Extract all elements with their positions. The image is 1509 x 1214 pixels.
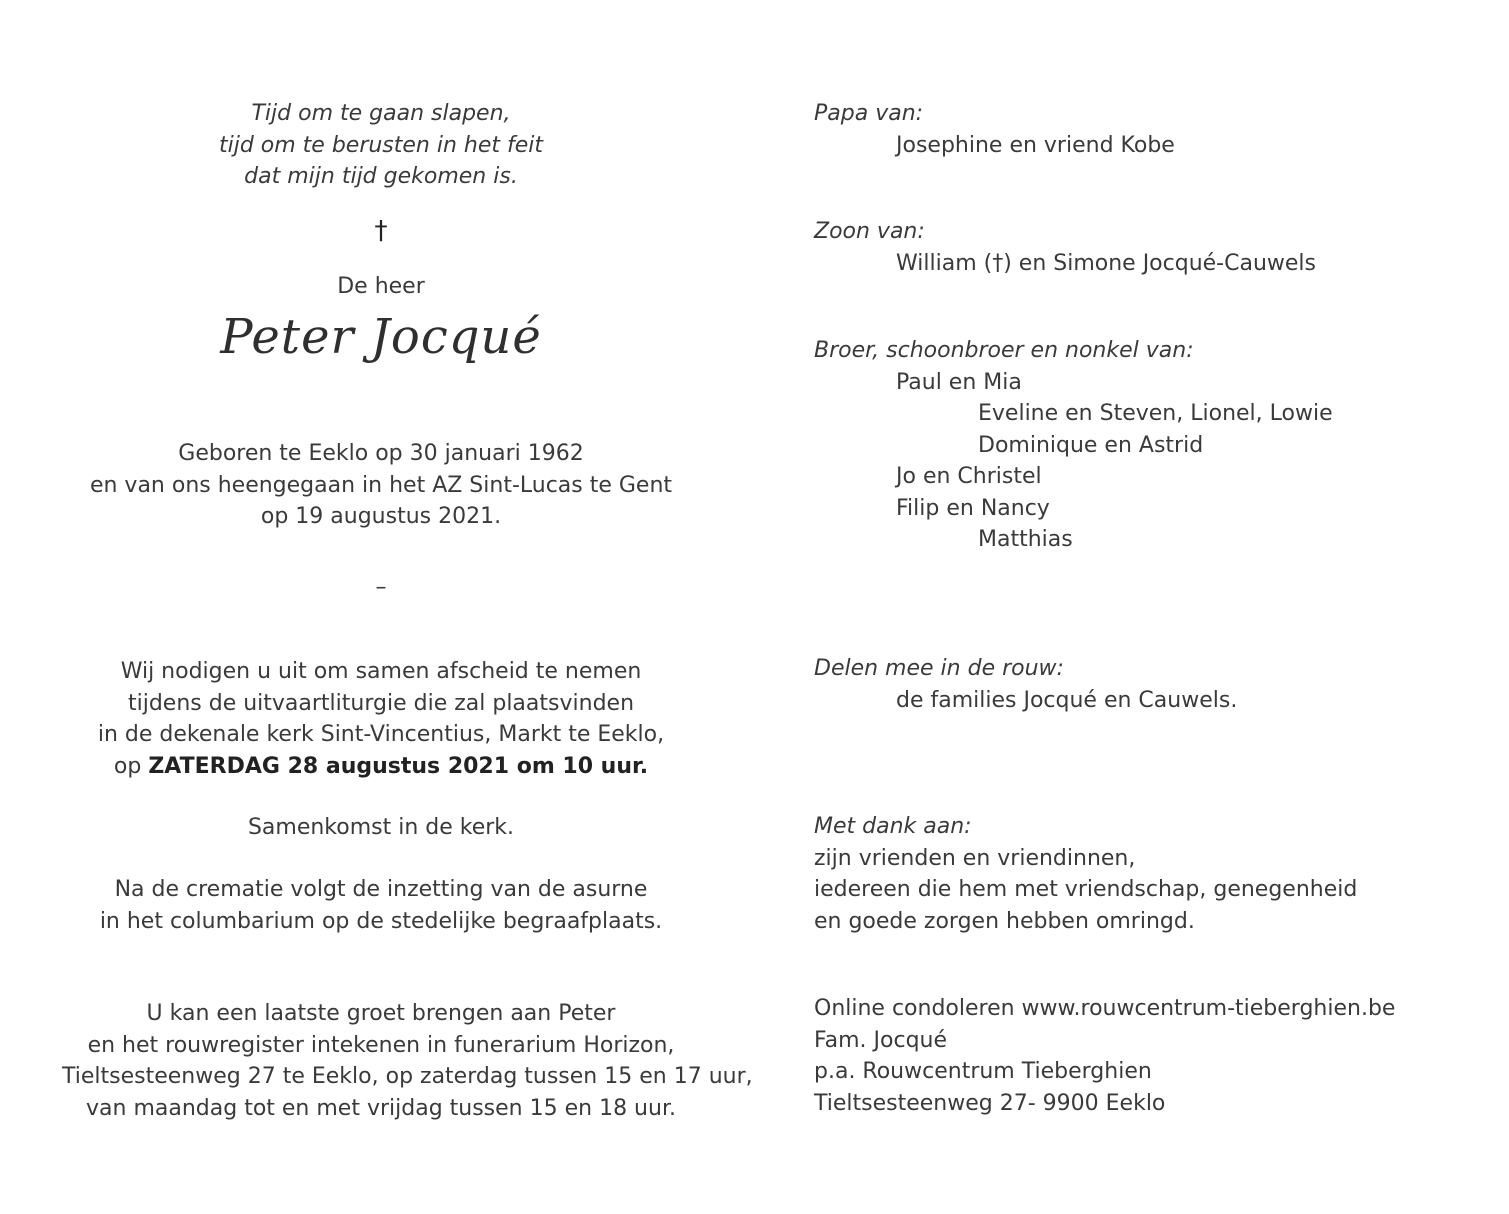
- visitation-line: en het rouwregister intekenen in funerarium Horizon,: [87, 1032, 675, 1058]
- visitation-line: van maandag tot en met vrijdag tussen 15 en 18 uur.: [86, 1095, 676, 1121]
- gathering-note: Samenkomst in de kerk.: [247, 815, 515, 840]
- invitation-line: tijdens de uitvaartliturgie die zal plaatsvinden: [127, 690, 635, 716]
- poem: [62, 98, 700, 193]
- visitation-info: [62, 998, 753, 1124]
- cross-icon: †: [374, 216, 388, 246]
- family-line: Matthias: [978, 527, 1073, 552]
- papa-section: [814, 98, 1454, 161]
- salutation: De heer: [337, 274, 425, 299]
- deceased-name: Peter Jocqué: [220, 309, 542, 365]
- poem-line: dat mijn tijd gekomen is.: [244, 164, 518, 189]
- family-line: Paul en Mia: [896, 369, 1022, 395]
- dank-section: [814, 811, 1454, 937]
- contact-section: [814, 993, 1454, 1119]
- separator: –: [375, 575, 387, 600]
- poem-line: tijd om te berusten in het feit: [218, 132, 544, 158]
- broer-section: [814, 335, 1454, 556]
- condolence-link[interactable]: Online condoleren www.rouwcentrum-tieberghien.be: [814, 996, 1396, 1021]
- zoon-section: [814, 216, 1454, 279]
- dank-line: en goede zorgen hebben omringd.: [814, 908, 1195, 934]
- contact-line: p.a. Rouwcentrum Tieberghien: [814, 1059, 1152, 1084]
- rouw-section: [814, 653, 1454, 716]
- invitation-line: in de dekenale kerk Sint-Vincentius, Markt te Eeklo,: [97, 722, 665, 747]
- dank-line: iedereen die hem met vriendschap, genegenheid: [814, 877, 1358, 902]
- papa-text: Josephine en vriend Kobe: [896, 132, 1175, 158]
- rouw-heading: Delen mee in de rouw:: [814, 656, 1064, 681]
- family-line: Filip en Nancy: [896, 495, 1050, 521]
- rouw-text: de families Jocqué en Cauwels.: [896, 687, 1238, 713]
- family-line: Eveline en Steven, Lionel, Lowie: [978, 401, 1333, 426]
- visitation-line: U kan een laatste groet brengen aan Peter: [146, 1001, 616, 1026]
- cremation-line: Na de crematie volgt de inzetting van de asurne: [114, 877, 648, 902]
- invitation-prefix: op: [113, 753, 149, 779]
- invitation-date-line: [62, 751, 700, 783]
- zoon-heading: Zoon van:: [814, 219, 925, 244]
- birth-death-line: op 19 augustus 2021.: [260, 504, 502, 529]
- funeral-date: ZATERDAG 28 augustus 2021 om 10 uur.: [148, 753, 649, 779]
- visitation-line: Tieltsesteenweg 27 te Eeklo, op zaterdag tussen 15 en 17 uur,: [62, 1064, 753, 1089]
- dank-heading: Met dank aan:: [814, 814, 972, 839]
- papa-heading: Papa van:: [814, 101, 924, 126]
- birth-death-line: Geboren te Eeklo op 30 januari 1962: [178, 441, 584, 466]
- cremation-note: [62, 874, 700, 937]
- funeral-invitation: [62, 656, 700, 782]
- broer-heading: Broer, schoonbroer en nonkel van:: [814, 338, 1194, 363]
- cremation-line: in het columbarium op de stedelijke begraafplaats.: [99, 908, 663, 934]
- family-line: Dominique en Astrid: [978, 432, 1204, 458]
- invitation-line: Wij nodigen u uit om samen afscheid te nemen: [120, 659, 642, 684]
- family-line: Jo en Christel: [896, 464, 1042, 489]
- birth-death-info: [62, 438, 700, 533]
- zoon-text: William (†) en Simone Jocqué-Cauwels: [896, 250, 1317, 276]
- dank-line: zijn vrienden en vriendinnen,: [814, 845, 1136, 871]
- contact-line: Fam. Jocqué: [814, 1027, 948, 1053]
- birth-death-line: en van ons heengegaan in het AZ Sint-Lucas te Gent: [89, 472, 673, 498]
- poem-line: Tijd om te gaan slapen,: [251, 101, 511, 126]
- contact-line: Tieltsesteenweg 27- 9900 Eeklo: [814, 1090, 1166, 1116]
